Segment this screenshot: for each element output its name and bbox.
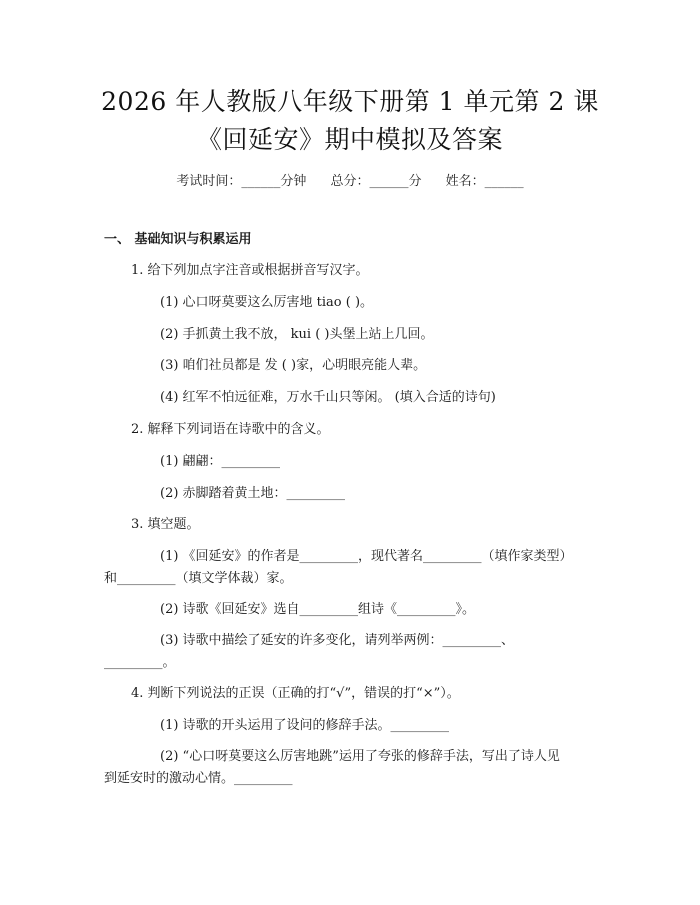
page-title-line-2: 《回延安》期中模拟及答案 xyxy=(196,125,503,154)
question-3-stem: 3. 填空题。 xyxy=(131,517,200,532)
exam-meta xyxy=(0,170,700,189)
exam-name-field: 姓名：______ xyxy=(445,174,524,189)
question-3-item-2: (2) 诗歌《回延安》选自_________组诗《_________》。 xyxy=(160,602,476,617)
exam-time-field: 考试时间：______分钟 xyxy=(176,174,307,189)
question-3-item-1: (1) 《回延安》的作者是_________，现代著名_________（填作家类型） xyxy=(160,549,573,564)
question-4-stem: 4. 判断下列说法的正误（正确的打“√”，错误的打“×”）。 xyxy=(131,686,460,701)
question-1-item-3: (3) 咱们社员都是 发 ( )家，心明眼亮能人辈。 xyxy=(160,358,427,373)
question-3-item-3-cont: _________。 xyxy=(104,655,176,670)
question-1-stem: 1. 给下列加点字注音或根据拼音写汉字。 xyxy=(131,263,369,278)
page-title-line-1: 2026 年人教版八年级下册第 1 单元第 2 课 xyxy=(101,87,599,116)
exam-score-field: 总分：______分 xyxy=(330,174,422,189)
question-1-item-4: (4) 红军不怕远征难，万水千山只等闲。 (填入合适的诗句) xyxy=(160,390,496,405)
question-3-item-1-cont: 和_________（填文学体裁）家。 xyxy=(104,571,293,586)
question-2-item-2: (2) 赤脚踏着黄土地：_________ xyxy=(160,486,346,501)
question-1-item-2: (2) 手抓黄土我不放， kui ( )头堡上站上几回。 xyxy=(160,327,434,342)
question-4-item-2-cont: 到延安时的激动心情。_________ xyxy=(104,771,293,786)
question-2-stem: 2. 解释下列词语在诗歌中的含义。 xyxy=(131,422,330,437)
question-4-item-1: (1) 诗歌的开头运用了设问的修辞手法。_________ xyxy=(160,718,450,733)
question-3-item-3: (3) 诗歌中描绘了延安的许多变化，请列举两例：_________、 xyxy=(160,633,515,648)
question-2-item-1: (1) 翩翩：_________ xyxy=(160,454,281,469)
question-4-item-2: (2) “心口呀莫要这么厉害地跳”运用了夸张的修辞手法，写出了诗人见 xyxy=(160,749,560,764)
section-heading: 一、 基础知识与积累运用 xyxy=(104,232,252,247)
question-1-item-1: (1) 心口呀莫要这么厉害地 tiao ( )。 xyxy=(160,295,374,310)
